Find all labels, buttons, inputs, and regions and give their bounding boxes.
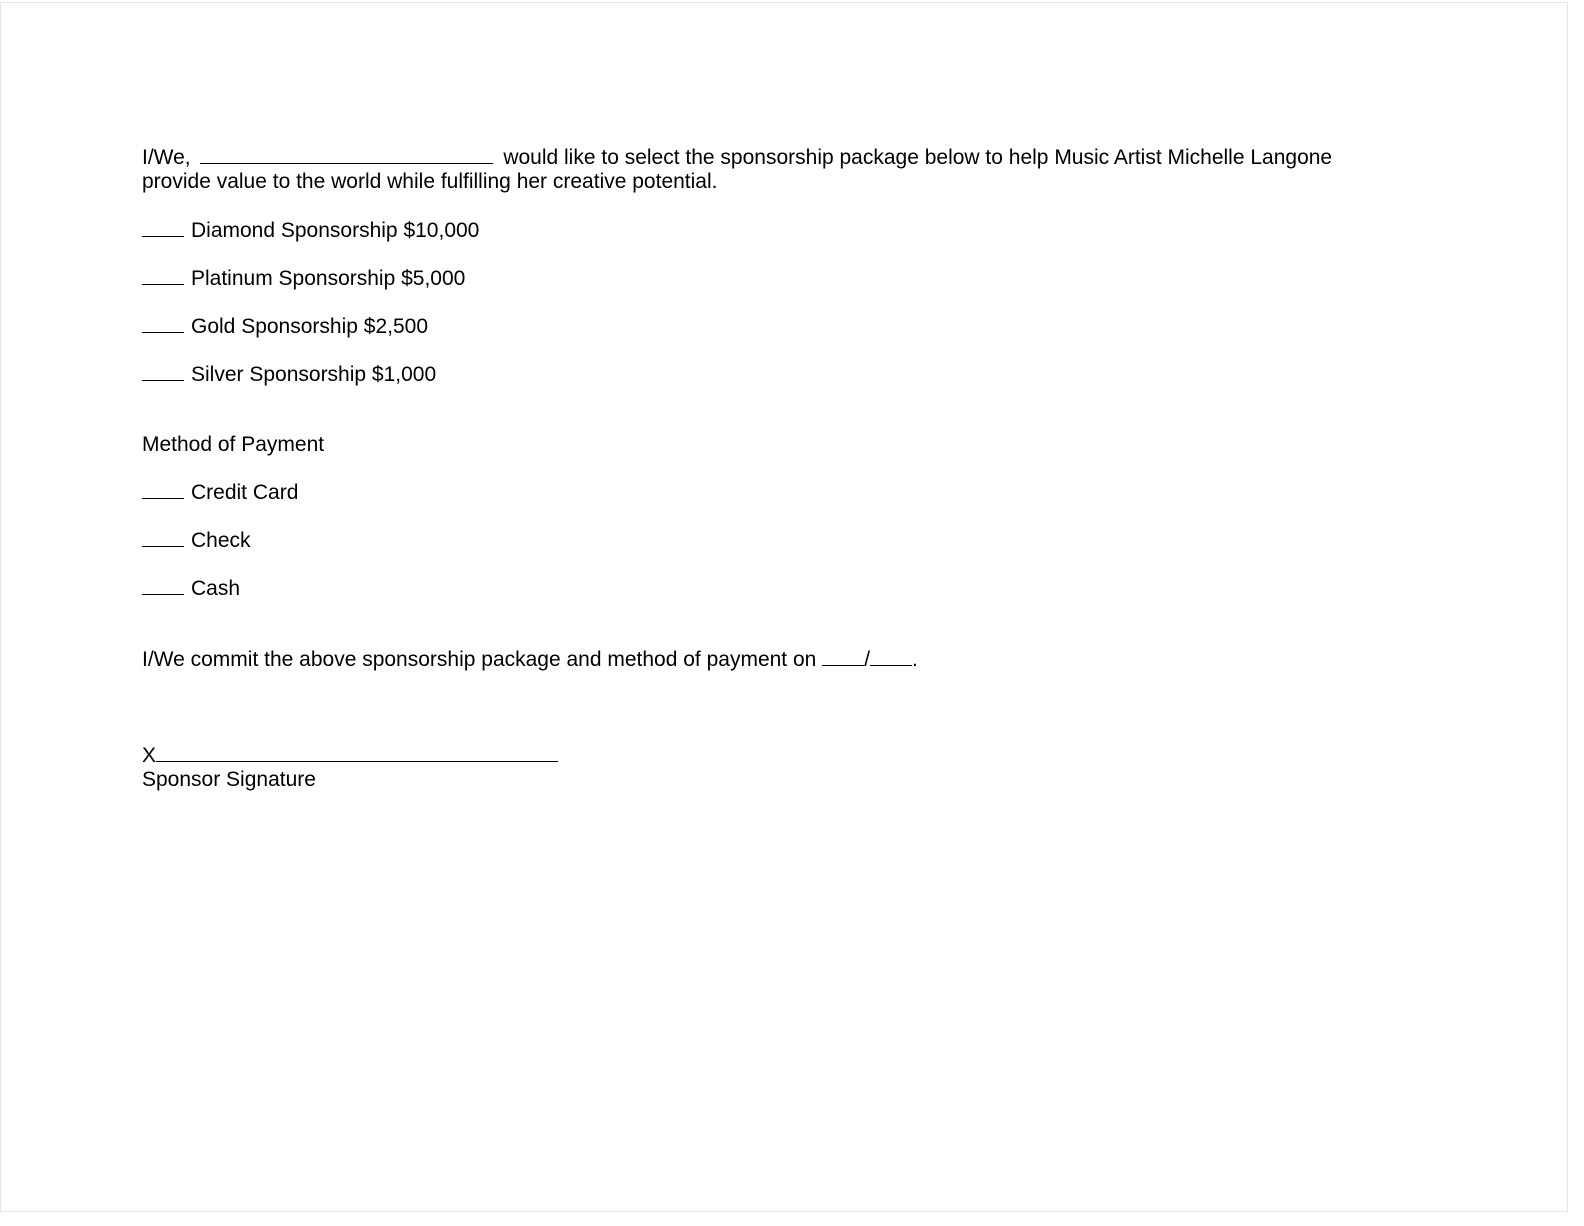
payment-method-heading: Method of Payment [142, 433, 325, 456]
payment-label: Cash [191, 577, 241, 600]
payment-blank[interactable] [142, 480, 184, 499]
payment-label: Credit Card [191, 481, 299, 504]
intro-line1-text: would like to select the sponsorship package below to help Music Artist Michelle Langone [503, 146, 1333, 169]
package-label: Diamond Sponsorship $10,000 [191, 219, 480, 242]
commit-text: I/We commit the above sponsorship package and method of payment on [142, 648, 817, 671]
signature-blank[interactable] [156, 743, 558, 762]
signature-label: Sponsor Signature [142, 768, 316, 791]
package-option-platinum [142, 266, 1432, 290]
date-blank-month[interactable] [822, 647, 864, 666]
signature-line [142, 743, 1432, 768]
signature-mark: X [142, 744, 157, 767]
intro-line-1 [142, 145, 1432, 170]
package-blank[interactable] [142, 362, 184, 381]
package-option-diamond [142, 218, 1432, 242]
document-page [0, 2, 1568, 1212]
package-blank[interactable] [142, 218, 184, 237]
commit-end: . [912, 648, 918, 671]
payment-blank[interactable] [142, 528, 184, 547]
package-label: Gold Sponsorship $2,500 [191, 315, 428, 338]
package-option-gold [142, 314, 1432, 338]
payment-label: Check [191, 529, 251, 552]
payment-option-credit-card [142, 480, 1432, 504]
payment-option-cash [142, 576, 1432, 600]
intro-line-2: provide value to the world while fulfilling her creative potential. [142, 170, 718, 193]
payment-method-list [142, 480, 1432, 600]
package-blank[interactable] [142, 266, 184, 285]
sponsor-name-blank[interactable] [200, 145, 493, 164]
form-content [142, 145, 1432, 792]
payment-option-check [142, 528, 1432, 552]
package-list [142, 218, 1432, 386]
date-blank-day[interactable] [870, 647, 912, 666]
package-option-silver [142, 362, 1432, 386]
package-label: Platinum Sponsorship $5,000 [191, 267, 466, 290]
commit-statement [142, 647, 1432, 672]
intro-paragraph [142, 145, 1432, 194]
package-label: Silver Sponsorship $1,000 [191, 363, 437, 386]
package-blank[interactable] [142, 314, 184, 333]
date-separator: / [864, 648, 871, 671]
payment-blank[interactable] [142, 576, 184, 595]
intro-prefix: I/We, [142, 146, 191, 169]
